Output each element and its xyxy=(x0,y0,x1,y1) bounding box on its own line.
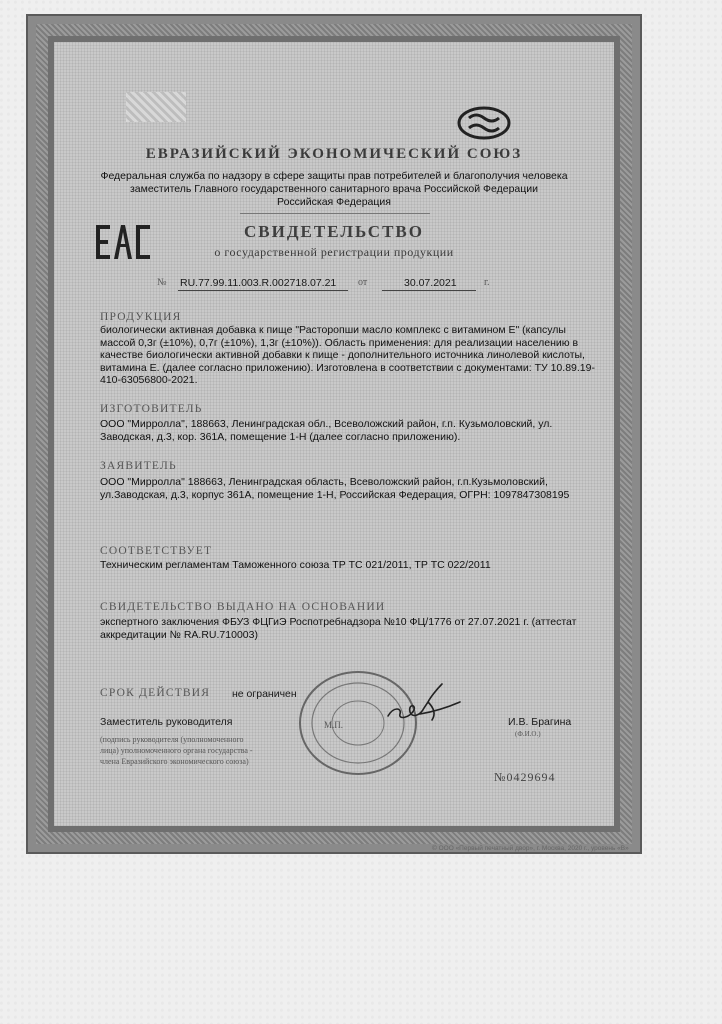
certificate-title: СВИДЕТЕЛЬСТВО xyxy=(244,222,424,241)
signature-caption xyxy=(100,734,330,767)
signatory-position: Заместитель руководителя xyxy=(100,716,233,728)
security-pattern-block xyxy=(126,92,186,122)
agency-line: заместитель Главного государственного санитарного врача Российской Федерации xyxy=(129,183,539,195)
certificate-date: 30.07.2021 xyxy=(404,277,457,289)
year-suffix: г. xyxy=(484,277,490,288)
certificate-number: RU.77.99.11.003.R.002718.07.21 xyxy=(180,277,337,289)
date-label: от xyxy=(358,277,368,288)
signature-caption-line: (подпись руководителя (уполномоченного xyxy=(100,735,244,744)
validity-value: не ограничен xyxy=(232,688,297,700)
product-label: ПРОДУКЦИЯ xyxy=(100,311,182,323)
printer-imprint: © ООО «Первый печатный двор», г. Москва, 2020 г., уровень «В» xyxy=(432,845,629,852)
manufacturer-label: ИЗГОТОВИТЕЛЬ xyxy=(100,403,203,415)
manufacturer-line: ООО "Мирролла", 188663, Ленинградская обл., Всеволожский район, г.п. Кузьмоловский, ул. xyxy=(100,418,553,430)
applicant-label: ЗАЯВИТЕЛЬ xyxy=(100,460,177,472)
product-line: 410-63056800-2021. xyxy=(100,374,198,386)
applicant-details xyxy=(100,476,590,501)
manufacturer-details xyxy=(100,418,590,443)
product-line: массой 0,3г (±10%), 0,7г (±10%), 1,3г (±10%)). Область применения: для реализации населению в xyxy=(100,336,579,349)
union-name: ЕВРАЗИЙСКИЙ ЭКОНОМИЧЕСКИЙ СОЮЗ xyxy=(145,146,523,162)
signatory-name-caption: (Ф.И.О.) xyxy=(515,730,541,738)
compliance-details xyxy=(100,559,590,572)
eurasian-union-logo-icon xyxy=(456,104,512,142)
basis-details xyxy=(100,616,590,641)
signature-caption-line: лица) уполномоченного органа государства - xyxy=(100,746,253,755)
certificate-subtitle: о государственной регистрации продукции xyxy=(214,245,454,259)
handwritten-signature xyxy=(380,678,470,728)
applicant-line: ООО "Мирролла" 188663, Ленинградская область, Всеволожский район, г.п.Кузьмоловский, xyxy=(100,476,548,488)
number-underline xyxy=(178,290,348,291)
agency-line: Федеральная служба по надзору в сфере защиты прав потребителей и благополучия человека xyxy=(100,170,568,182)
product-line: качестве биологически активной добавки к пище - дополнительного источника линолевой кислоты, xyxy=(100,349,585,361)
serial-number: №0429694 xyxy=(494,770,556,784)
basis-line: экспертного заключения ФБУЗ ФЦГиЭ Роспотребнадзора №10 ФЦ/1776 от 27.07.2021 г. (аттестат xyxy=(100,616,577,628)
applicant-line: ул.Заводская, д.3, корпус 361А, помещение 1-Н, Российская Федерация, ОГРН: 1097847308195 xyxy=(100,488,570,501)
signature-caption-line: члена Евразийского экономического союза) xyxy=(100,757,249,766)
stamp-mp-text: М.П. xyxy=(324,720,344,730)
validity-label: СРОК ДЕЙСТВИЯ xyxy=(100,687,211,699)
number-label: № xyxy=(157,277,167,288)
manufacturer-line: Заводская, д.3, кор. 361А, помещение 1-Н (далее согласно приложению). xyxy=(100,430,461,443)
date-underline xyxy=(382,290,476,291)
compliance-line: Техническим регламентам Таможенного союза ТР ТС 021/2011, ТР ТС 022/2011 xyxy=(100,559,491,571)
signatory-name: И.В. Брагина xyxy=(508,716,572,728)
compliance-label: СООТВЕТСТВУЕТ xyxy=(100,545,213,557)
product-line: витамина Е. (далее согласно приложению). Изготовлена в соответствии с документами: ТУ 10.89.19- xyxy=(100,361,595,374)
basis-line: аккредитации № RA.RU.710003) xyxy=(100,628,258,641)
basis-label: СВИДЕТЕЛЬСТВО ВЫДАНО НА ОСНОВАНИИ xyxy=(100,601,386,613)
product-line: биологически активная добавка к пище "Расторопши масло комплекс с витамином Е" (капсулы xyxy=(100,324,566,336)
divider-line xyxy=(240,213,430,214)
product-description xyxy=(100,324,595,387)
issuing-agency xyxy=(60,170,608,209)
agency-line: Российская Федерация xyxy=(277,196,391,208)
